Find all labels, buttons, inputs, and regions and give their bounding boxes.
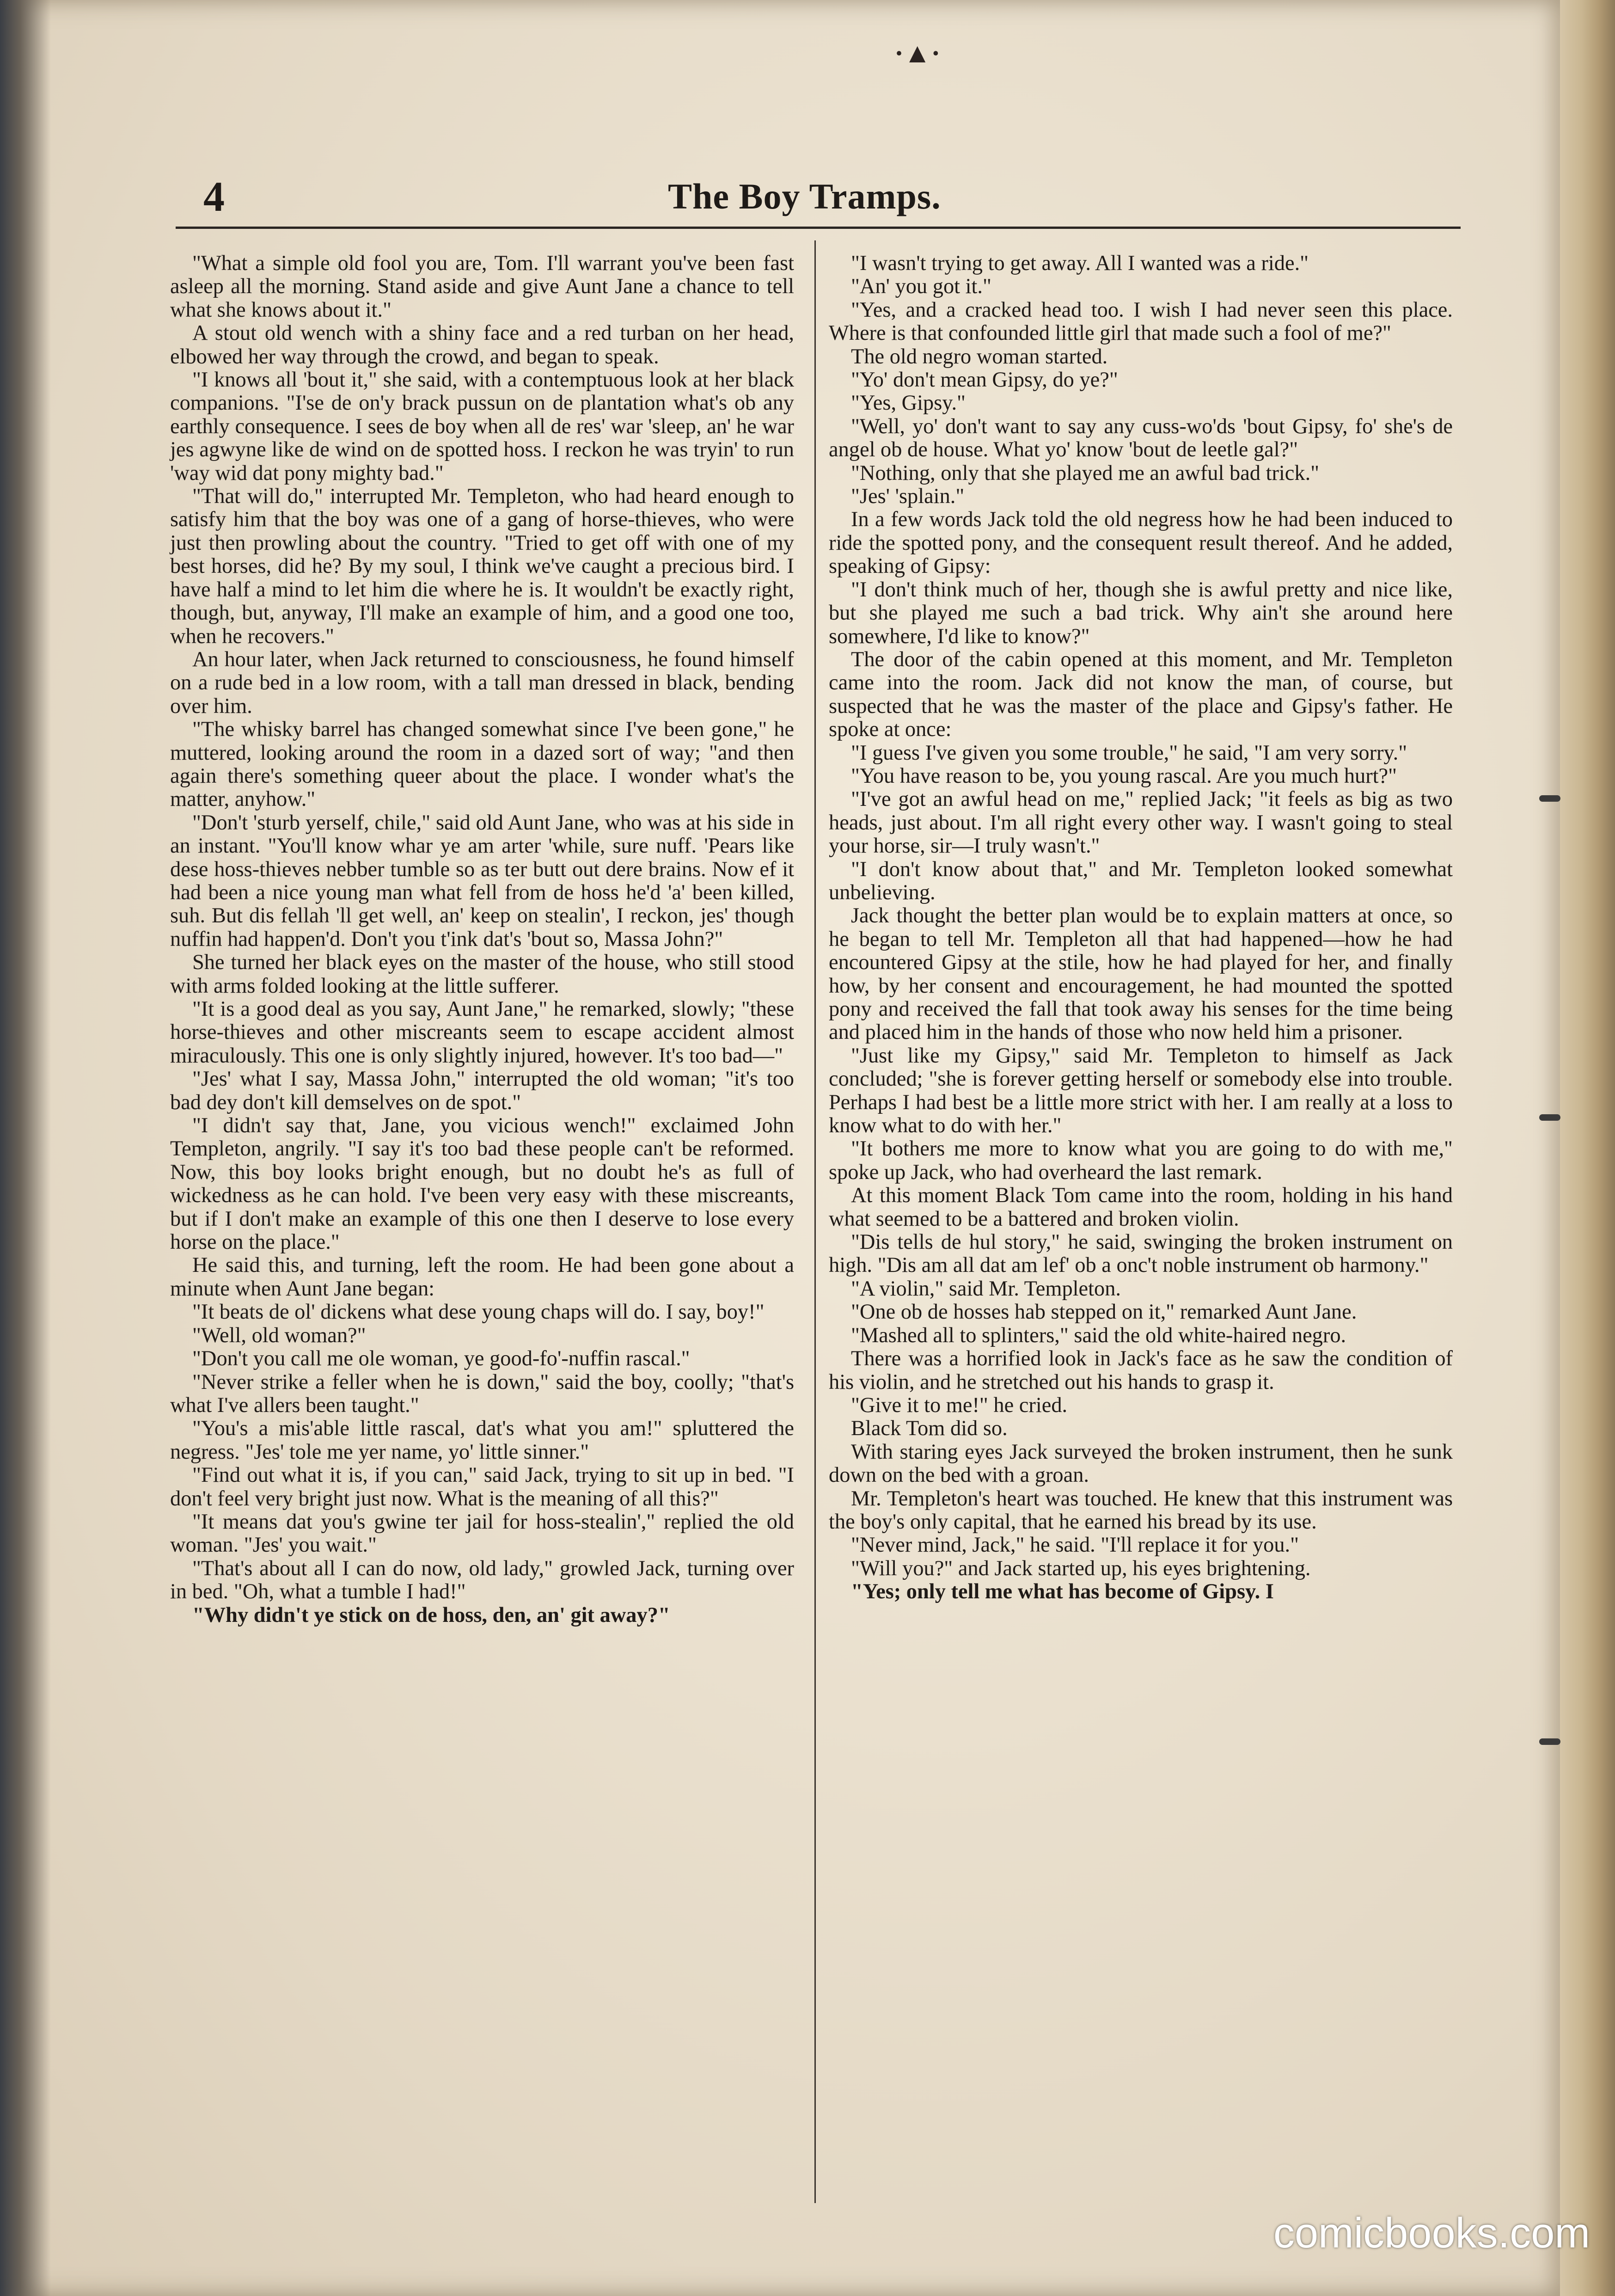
paragraph: "Yo' don't mean Gipsy, do ye?" [851, 368, 1118, 392]
paragraph: "One ob de hosses hab stepped on it," remarked Aunt Jane. [851, 1300, 1357, 1324]
paragraph: "Yes, and a cracked head too. I wish I had never seen this place. Where is that confounded little girl that made such a fool of me?" [829, 298, 1453, 345]
binding-stitch [1539, 1114, 1560, 1121]
paragraph: In a few words Jack told the old negress how he had been induced to ride the spotted pony, and the consequent result thereof. And he added, speaking of Gipsy: [829, 508, 1453, 578]
paragraph: "Give it to me!" he cried. [851, 1393, 1068, 1417]
paragraph: An hour later, when Jack returned to consciousness, he found himself on a rude bed in a low room, with a tall man dressed in black, bending over him. [170, 647, 794, 718]
paragraph: "Don't 'sturb yerself, chile," said old Aunt Jane, who was at his side in an instant. "You'll know whar ye am arter 'while, sure nuff. 'Pears like dese hoss-thieves nebber tumble so as ter butt out dere brains. Now ef it had been a nice young man what fell from de hoss he'd 'a' been killed, suh. But dis fellah 'll get well, an' keep on stealin', I reckon, jes' though nuffin had happen'd. Don't you t'ink dat's 'bout so, Massa John?" [170, 810, 794, 951]
paragraph: Mr. Templeton's heart was touched. He knew that this instrument was the boy's only capital, that he earned his bread by its use. [829, 1486, 1453, 1534]
paragraph: The old negro woman started. [851, 344, 1108, 368]
paragraph: "I don't know about that," and Mr. Templeton looked somewhat unbelieving. [829, 857, 1453, 904]
paragraph: "Never mind, Jack," he said. "I'll replace it for you." [851, 1533, 1299, 1557]
binding-stitch [1539, 795, 1560, 802]
paragraph: "Dis tells de hul story," he said, swinging the broken instrument on high. "Dis am all dat am lef' ob a onc't noble instrument ob harmony." [829, 1230, 1453, 1277]
paragraph: "What a simple old fool you are, Tom. I'll warrant you've been fast asleep all the morning. Stand aside and give Aunt Jane a chance to tell what she knows about it." [170, 252, 794, 322]
right-column [829, 252, 1453, 1604]
paragraph: Jack thought the better plan would be to explain matters at once, so he began to tell Mr. Templeton all that had happened—how he had encountered Gipsy at the stile, how he had played for her, and finally how, by her consent and encouragement, he had mounted the spotted pony and received the fall that took away his senses for the time being and placed him in the hands of those who now held him a prisoner. [829, 904, 1453, 1044]
paragraph: "Yes, Gipsy." [851, 391, 966, 415]
paragraph: Black Tom did so. [851, 1417, 1008, 1441]
paragraph: "Just like my Gipsy," said Mr. Templeton to himself as Jack concluded; "she is forever getting herself or somebody else into trouble. Perhaps I had best be a little more strict with her. I am really at a loss to know what to do with her." [829, 1044, 1453, 1138]
paragraph: "I didn't say that, Jane, you vicious wench!" exclaimed John Templeton, angrily. "I say it's too bad these people can't be reformed. Now, this boy looks bright enough, but no doubt he's as full of wickedness as he can hold. I've been very easy with these miscreants, but if I don't make an example of this one then I deserve to lose every horse on the place." [170, 1114, 794, 1254]
paragraph: "The whisky barrel has changed somewhat since I've been gone," he muttered, looking around the room in a dazed sort of way; "and then again there's something queer about the place. I wonder what's the matter, anyhow." [170, 718, 794, 811]
paragraph: "A violin," said Mr. Templeton. [851, 1277, 1121, 1301]
page-shadow-edge [0, 0, 51, 2296]
paragraph: "I don't think much of her, though she is awful pretty and nice like, but she played me such a bad trick. Why ain't she around here somewhere, I'd like to know?" [829, 577, 1453, 648]
ink-blot: ·▲· [894, 38, 941, 68]
paragraph: "Jes' 'splain." [851, 485, 965, 509]
paragraph: "It is a good deal as you say, Aunt Jane," he remarked, slowly; "these horse-thieves and other miscreants seem to escape accident almost miraculously. This one is only slightly injured, however. It's too bad—" [170, 997, 794, 1068]
binding-stitch [1539, 1738, 1560, 1745]
paragraph: The door of the cabin opened at this moment, and Mr. Templeton came into the room. Jack did not know the man, of course, but suspected that he was the master of the place and Gipsy's father. He spoke at once: [829, 647, 1453, 742]
paragraph: "It bothers me more to know what you are going to do with me," spoke up Jack, who had overheard the last remark. [829, 1137, 1453, 1184]
paragraph: "Never strike a feller when he is down," said the boy, coolly; "that's what I've allers been taught." [170, 1370, 794, 1417]
page-header [176, 171, 1461, 227]
paragraph: He said this, and turning, left the room. He had been gone about a minute when Aunt Jane began: [170, 1253, 794, 1301]
paragraph: "Jes' what I say, Massa John," interrupted the old woman; "it's too bad dey don't kill demselves on de spot." [170, 1067, 794, 1114]
paragraph: "I knows all 'bout it," she said, with a contemptuous look at her black companions. "I'se de on'y brack pussun on de plantation what's ob any earthly consequence. I sees de boy when all de res' war 'sleep, an' he war jes agwyne like de wind on de spotted hoss. I reckon he was tryin' to run 'way wid dat pony mighty bad." [170, 368, 794, 485]
paragraph: "Mashed all to splinters," said the old white-haired negro. [851, 1323, 1346, 1347]
paragraph: "An' you got it." [851, 275, 991, 299]
running-title: The Boy Tramps. [668, 176, 941, 216]
paragraph: "You have reason to be, you young rascal. Are you much hurt?" [851, 764, 1397, 788]
paragraph: "Yes; only tell me what has become of Gipsy. I [851, 1580, 1274, 1604]
column-divider [814, 240, 816, 2203]
paragraph: "You's a mis'able little rascal, dat's what you am!" spluttered the negress. "Jes' tole me yer name, yo' little sinner." [170, 1417, 794, 1464]
paragraph: "Well, yo' don't want to say any cuss-wo'ds 'bout Gipsy, fo' she's de angel ob de house. What yo' know 'bout de leetle gal?" [829, 414, 1453, 462]
paragraph: She turned her black eyes on the master of the house, who still stood with arms folded looking at the little sufferer. [170, 951, 794, 998]
paragraph: There was a horrified look in Jack's face as he saw the condition of his violin, and he stretched out his hands to grasp it. [829, 1347, 1453, 1394]
header-rule [176, 227, 1461, 229]
paragraph: "I guess I've given you some trouble," he said, "I am very sorry." [851, 741, 1407, 765]
book-spine [1560, 0, 1615, 2296]
paragraph: With staring eyes Jack surveyed the broken instrument, then he sunk down on the bed with a groan. [829, 1440, 1453, 1487]
paragraph: "I've got an awful head on me," replied Jack; "it feels as big as two heads, just about. I'm all right every other way. I wasn't going to steal your horse, sir—I truly wasn't." [829, 787, 1453, 858]
page-number: 4 [203, 173, 225, 220]
watermark: comicbooks.com [1273, 2210, 1590, 2257]
paragraph: A stout old wench with a shiny face and a red turban on her head, elbowed her way through the crowd, and began to speak. [170, 321, 794, 368]
paragraph: "I wasn't trying to get away. All I wanted was a ride." [851, 252, 1309, 275]
paragraph: "It means dat you's gwine ter jail for hoss-stealin'," replied the old woman. "Jes' you wait." [170, 1510, 794, 1557]
paragraph: "That's about all I can do now, old lady," growled Jack, turning over in bed. "Oh, what a tumble I had!" [170, 1556, 794, 1604]
paragraph: "Will you?" and Jack started up, his eyes brightening. [851, 1556, 1311, 1580]
left-column [170, 252, 794, 1627]
paragraph: At this moment Black Tom came into the room, holding in his hand what seemed to be a battered and broken violin. [829, 1184, 1453, 1231]
paragraph: "Nothing, only that she played me an awful bad trick." [851, 461, 1320, 485]
paragraph: "That will do," interrupted Mr. Templeton, who had heard enough to satisfy him that the boy was one of a gang of horse-thieves, who were just then prowling about the country. "Tried to get off with one of my best horses, did he? By my soul, I think we've caught a precious bird. I have half a mind to let him die where he is. It wouldn't be exactly right, though, but, anyway, I'll make an example of him, and a good one too, when he recovers." [170, 485, 794, 648]
paragraph: "Find out what it is, if you can," said Jack, trying to sit up in bed. "I don't feel very bright just now. What is the meaning of all this?" [170, 1463, 794, 1510]
paragraph: "It beats de ol' dickens what dese young chaps will do. I say, boy!" [192, 1300, 765, 1324]
paragraph: "Why didn't ye stick on de hoss, den, an' git away?" [192, 1603, 670, 1627]
paragraph: "Well, old woman?" [192, 1323, 366, 1347]
paragraph: "Don't you call me ole woman, ye good-fo'-nuffin rascal." [192, 1347, 690, 1371]
